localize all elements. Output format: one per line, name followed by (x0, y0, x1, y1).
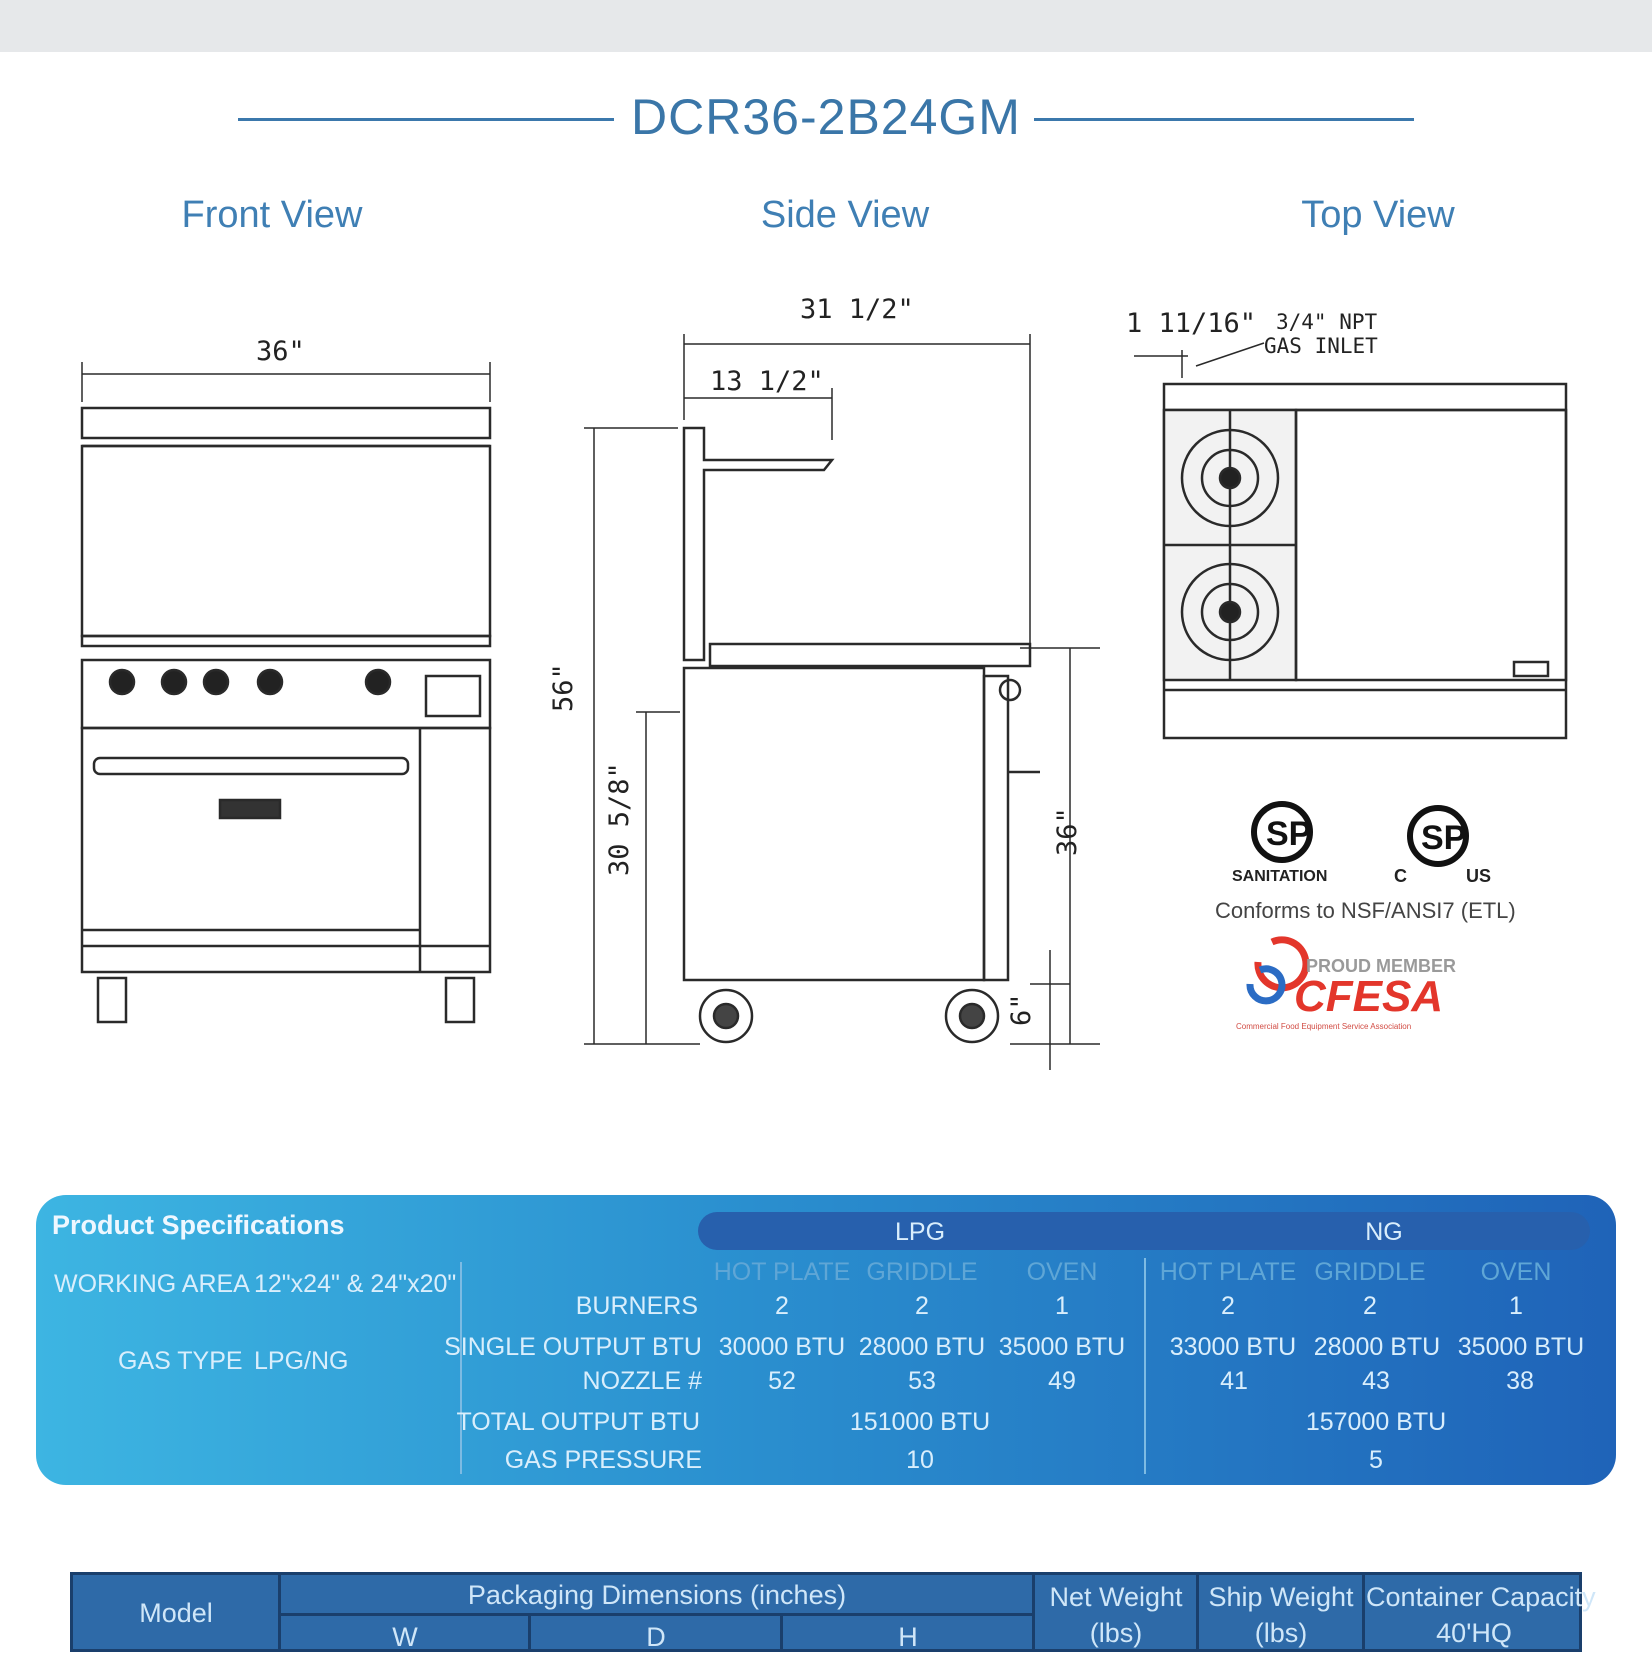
conforms-text: Conforms to NSF/ANSI7 (ETL) (1215, 898, 1516, 923)
dim-side-height: 56" (548, 663, 579, 712)
ng-col-griddle: GRIDDLE (1314, 1258, 1426, 1286)
csa-logo-text-1: SP (1266, 815, 1312, 853)
fuel-header-pill (698, 1212, 1590, 1250)
row-total-btu-label: TOTAL OUTPUT BTU (456, 1408, 700, 1436)
ng-burners-oven: 1 (1509, 1292, 1523, 1320)
pkg-dims-header: Packaging Dimensions (inches) (467, 1580, 847, 1610)
pkg-divider (1362, 1572, 1365, 1652)
csa-logo-text-2: SP (1421, 819, 1467, 857)
spec-title: Product Specifications (52, 1210, 345, 1240)
lpg-nozzle-oven: 49 (1048, 1367, 1076, 1395)
ng-col-oven: OVEN (1480, 1258, 1552, 1286)
dim-front-width: 36" (256, 336, 305, 367)
dim-side-shelf: 13 1/2" (710, 366, 824, 397)
dim-side-work-height: 30 5/8" (604, 762, 635, 876)
lpg-col-oven: OVEN (1026, 1258, 1098, 1286)
csa-c-label: C (1394, 866, 1407, 886)
pkg-divider (1196, 1572, 1199, 1652)
ng-gas-pressure: 5 (1369, 1446, 1383, 1474)
working-area-label: WORKING AREA (54, 1270, 250, 1298)
ng-btu-oven: 35000 BTU (1457, 1333, 1585, 1361)
pkg-model-header: Model (139, 1598, 213, 1628)
lpg-btu-griddle: 28000 BTU (858, 1333, 986, 1361)
pkg-divider (1032, 1572, 1035, 1652)
ng-btu-hot-plate: 33000 BTU (1169, 1333, 1297, 1361)
row-burners-label: BURNERS (575, 1292, 698, 1320)
pkg-divider (780, 1613, 783, 1652)
lpg-burners-griddle: 2 (915, 1292, 929, 1320)
ng-col-hot-plate: HOT PLATE (1159, 1258, 1297, 1286)
cfesa-subtitle: Commercial Food Equipment Service Association (1236, 1022, 1412, 1031)
gas-inlet-size: 3/4" NPT (1276, 310, 1378, 334)
top-view-label: Top View (1301, 194, 1455, 236)
pkg-net-weight-header: Net Weight (1049, 1582, 1183, 1612)
row-gas-pressure-label: GAS PRESSURE (504, 1446, 702, 1474)
gas-type-label: GAS TYPE (118, 1347, 243, 1375)
lpg-header: LPG (894, 1218, 946, 1246)
lpg-nozzle-griddle: 53 (908, 1367, 936, 1395)
pkg-divider (278, 1613, 1032, 1616)
lpg-burners-hot-plate: 2 (775, 1292, 789, 1320)
ng-burners-griddle: 2 (1363, 1292, 1377, 1320)
lpg-col-griddle: GRIDDLE (866, 1258, 978, 1286)
ng-nozzle-hot-plate: 41 (1220, 1367, 1248, 1395)
side-view-drawing (584, 334, 1100, 1070)
lpg-burners-oven: 1 (1055, 1292, 1069, 1320)
cfesa-name: CFESA (1294, 972, 1444, 1021)
dim-side-depth: 31 1/2" (800, 294, 914, 325)
pkg-container-header: Container Capacity (1366, 1582, 1596, 1612)
pkg-divider (278, 1572, 281, 1652)
lpg-gas-pressure: 10 (906, 1446, 934, 1474)
pkg-h-header: H (898, 1622, 918, 1652)
spec-divider-mid (1144, 1258, 1146, 1474)
ng-total-btu: 157000 BTU (1305, 1408, 1447, 1436)
dim-side-leg: 6" (1006, 993, 1037, 1026)
lpg-nozzle-hot-plate: 52 (768, 1367, 796, 1395)
csa-sanitation-label: SANITATION (1232, 868, 1328, 885)
row-single-btu-label: SINGLE OUTPUT BTU (444, 1333, 702, 1361)
lpg-col-hot-plate: HOT PLATE (713, 1258, 851, 1286)
lpg-btu-oven: 35000 BTU (998, 1333, 1126, 1361)
gas-inlet-label: GAS INLET (1264, 334, 1378, 358)
lpg-btu-hot-plate: 30000 BTU (718, 1333, 846, 1361)
model-title: DCR36-2B24GM (631, 89, 1021, 145)
front-view-label: Front View (181, 194, 363, 236)
working-area-value: 12"x24" & 24"x20" (254, 1270, 457, 1298)
pkg-ship-weight-header: Ship Weight (1208, 1582, 1354, 1612)
pkg-divider (528, 1613, 531, 1652)
side-view-label: Side View (760, 194, 930, 236)
top-view-drawing (1134, 343, 1566, 738)
pkg-d-header: D (646, 1622, 666, 1652)
gas-type-value: LPG/NG (254, 1347, 349, 1375)
ng-nozzle-oven: 38 (1506, 1367, 1534, 1395)
lpg-total-btu: 151000 BTU (849, 1408, 991, 1436)
ng-btu-griddle: 28000 BTU (1313, 1333, 1441, 1361)
csa-us-label: US (1466, 866, 1492, 886)
pkg-ship-weight-unit: (lbs) (1254, 1618, 1308, 1648)
ng-header: NG (1365, 1218, 1403, 1246)
cfesa-proud-member: PROUD MEMBER (1306, 956, 1457, 976)
row-nozzle-label: NOZZLE # (582, 1367, 702, 1395)
dim-side-counter-height: 36" (1052, 807, 1083, 856)
pkg-w-header: W (392, 1622, 418, 1652)
pkg-net-weight-unit: (lbs) (1089, 1618, 1143, 1648)
front-view-drawing (82, 362, 490, 1022)
dim-top-offset: 1 11/16" (1126, 308, 1257, 339)
ng-nozzle-griddle: 43 (1362, 1367, 1390, 1395)
ng-burners-hot-plate: 2 (1221, 1292, 1235, 1320)
pkg-container-unit: 40'HQ (1436, 1618, 1512, 1648)
